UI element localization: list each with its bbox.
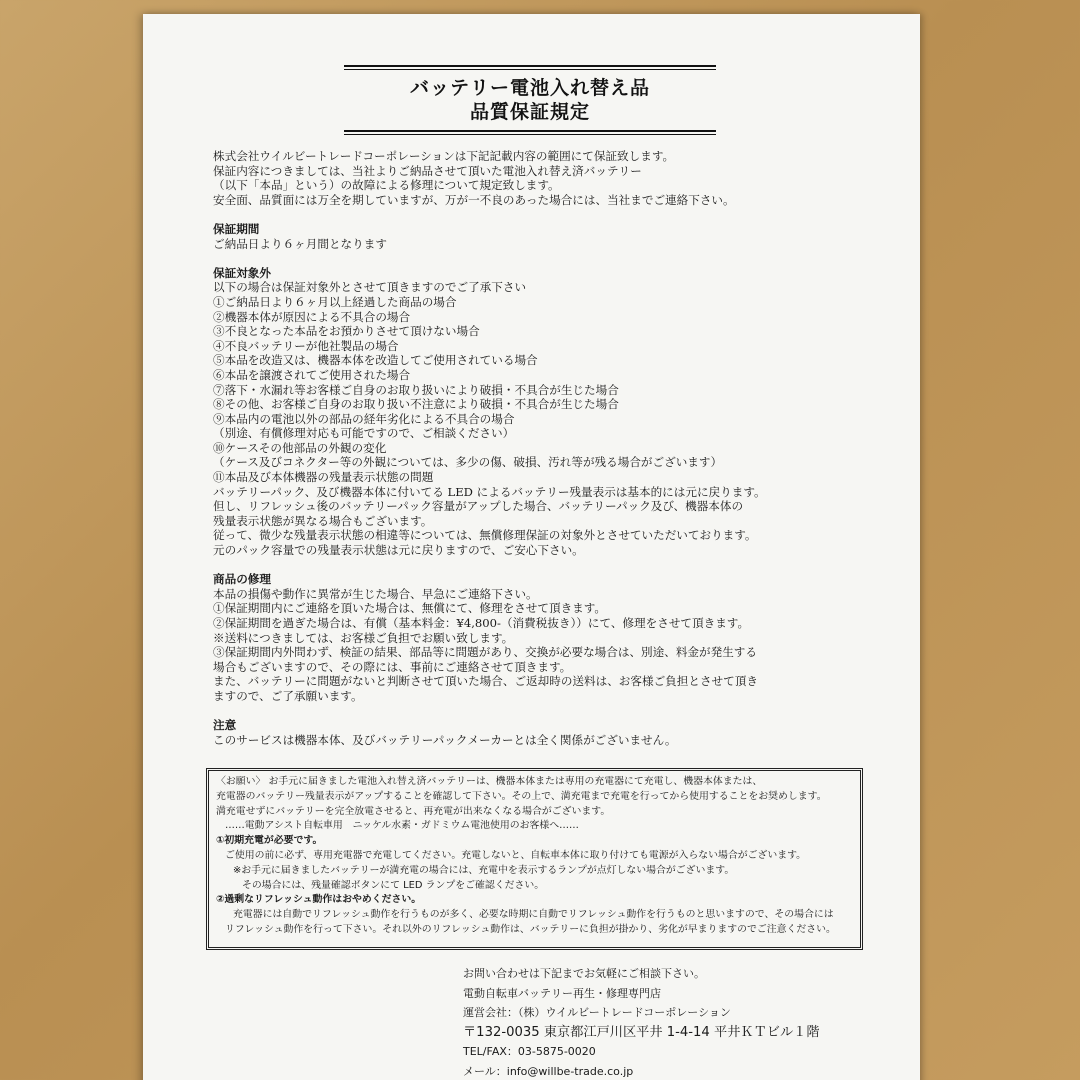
- exclusion-line: ⑥本品を譲渡されてご使用された場合: [213, 367, 411, 382]
- notice-line: その場合には、残量確認ボタンにて LED ランプをご確認ください。: [242, 879, 545, 891]
- exclusion-line: 以下の場合は保証対象外とさせて頂きますのでご了承下さい: [213, 280, 527, 295]
- exclusion-line: 元のパック容量での残量表示状態は元に戻りますので、ご安心下さい。: [213, 543, 584, 558]
- notice-line: ※お手元に届きましたバッテリーが満充電の場合には、充電中を表示するランプが点灯しない場合がございます。: [233, 864, 735, 876]
- request-notice-box: [206, 768, 863, 950]
- notice-line: ご使用の前に必ず、専用充電器で充電してください。充電しないと、自転車本体に取り付けても電源が入らない場合がございます。: [225, 849, 807, 861]
- document-body: [213, 149, 893, 747]
- contact-tel: TEL/FAX：03-5875-0020: [463, 1045, 596, 1059]
- repair-line: また、バッテリーに問題がないと判断させて頂いた場合、ご返却時の送料は、お客様ご負担とさせて頂き: [213, 674, 758, 689]
- notice-line: 充電器には自動でリフレッシュ動作を行うものが多く、必要な時期に自動でリフレッシュ動作を行うものと思いますので、その場合には: [233, 909, 834, 921]
- repair-section: [213, 572, 893, 703]
- period-text: ご納品日より６ヶ月間となります: [213, 236, 387, 251]
- contact-address: 〒132-0035 東京都江戸川区平井 1-4-14 平井ＫＴビル１階: [463, 1024, 820, 1040]
- repair-line: ②保証期間を過ぎた場合は、有償（基本料金：¥4,800-（消費税抜き））にて、修理をさせて頂きます。: [213, 616, 750, 630]
- repair-line: ③保証期間内外問わず、検証の結果、部品等に問題があり、交換が必要な場合は、別途、料金が発生する: [213, 645, 757, 660]
- exclusion-line: 但し、リフレッシュ後のバッテリーパック容量がアップした場合、バッテリーパック及び、機器本体の: [213, 499, 744, 514]
- exclusion-line: ④不良バッテリーが他社製品の場合: [213, 338, 399, 353]
- notice-line: リフレッシュ動作を行って下さい。それ以外のリフレッシュ動作は、バッテリーに負担が掛かり、劣化が早まりますのでご注意ください。: [225, 923, 836, 935]
- contact-block: [463, 964, 903, 1080]
- exclusion-line: ⑧その他、お客様ご自身のお取り扱い不注意により破損・不具合が生じた場合: [213, 397, 619, 412]
- intro-line: （以下「本品」という）の故障による修理について規定致します。: [213, 178, 560, 193]
- notice-line: 満充電せずにバッテリーを完全放電させると、再充電が出来なくなる場合がございます。: [216, 805, 611, 817]
- section-heading: 商品の修理: [213, 572, 271, 587]
- document-title: バッテリー電池入れ替え品: [409, 77, 650, 99]
- exclusion-line: ②機器本体が原因による不具合の場合: [213, 309, 411, 324]
- section-heading: 保証対象外: [213, 265, 271, 280]
- notice-point: ①初期充電が必要です。: [216, 835, 323, 847]
- warranty-sheet: [143, 14, 920, 1080]
- title-bottom-rule: [344, 130, 716, 135]
- exclusion-line: （別途、有償修理対応も可能ですので、ご相談ください）: [213, 426, 515, 441]
- exclusion-line: ⑦落下・水漏れ等お客様ご自身のお取り扱いにより破損・不具合が生じた場合: [213, 382, 619, 397]
- notice-subheading: ……電動アシスト自転車用 ニッケル水素・ガドミウム電池使用のお客様へ……: [225, 820, 579, 832]
- repair-line: 場合もございますので、その際には、事前にご連絡させて頂きます。: [213, 659, 572, 674]
- intro-section: [213, 149, 893, 207]
- intro-line: 安全面、品質面には万全を期していますが、万が一不良のあった場合には、当社までご連絡下さい。: [213, 192, 735, 207]
- caution-section: [213, 718, 893, 747]
- contact-inquiry: お問い合わせは下記までお気軽にご相談下さい。: [463, 967, 705, 980]
- notice-line: 〈お願い〉 お手元に届きました電池入れ替え済バッテリーは、機器本体または専用の充電器にて充電し、機器本体または、: [216, 776, 763, 787]
- exclusion-line: 残量表示状態が異なる場合もございます。: [213, 513, 433, 528]
- repair-line: ※送料につきましては、お客様ご負担でお願い致します。: [213, 630, 514, 645]
- caution-text: このサービスは機器本体、及びバッテリーパックメーカーとは全く関係がございません。: [213, 732, 677, 747]
- repair-line: ますので、ご了承願います。: [213, 688, 363, 703]
- contact-shop: 電動自転車バッテリー再生・修理専門店: [463, 986, 661, 1000]
- intro-line: 保証内容につきましては、当社よりご納品させて頂いた電池入れ替え済バッテリー: [213, 163, 642, 178]
- exclusion-line: ⑨本品内の電池以外の部品の経年劣化による不具合の場合: [213, 411, 515, 426]
- exclusion-line: （ケース及びコネクター等の外観については、多少の傷、破損、汚れ等が残る場合がございます）: [213, 455, 723, 470]
- contact-company: 運営会社：（株）ウイルビートレードコーポレーション: [463, 1006, 731, 1020]
- exclusion-section: [213, 266, 893, 558]
- notice-line: 充電器のバッテリー残量表示がアップすることを確認して下さい。その上で、満充電まで充電を行ってから使用することをお奨めします。: [216, 790, 827, 802]
- exclusion-line: ⑩ケースその他部品の外観の変化: [213, 440, 387, 455]
- title-top-rule: [344, 65, 716, 70]
- exclusion-line: バッテリーパック、及び機器本体に付いてる LED によるバッテリー残量表示は基本的には元に戻ります。: [213, 484, 766, 499]
- exclusion-line: ①ご納品日より６ヶ月以上経過した商品の場合: [213, 294, 457, 309]
- repair-line: 本品の損傷や動作に異常が生じた場合、早急にご連絡下さい。: [213, 586, 538, 601]
- notice-point: ②過剰なリフレッシュ動作はおやめください。: [216, 894, 422, 906]
- document-subtitle: 品質保証規定: [469, 101, 590, 123]
- warranty-period-section: [213, 222, 893, 251]
- exclusion-line: ③不良となった本品をお預かりさせて頂けない場合: [213, 324, 480, 339]
- repair-line: ①保証期間内にご連絡を頂いた場合は、無償にて、修理をさせて頂きます。: [213, 601, 607, 616]
- section-heading: 保証期間: [213, 221, 260, 236]
- section-heading: 注意: [213, 718, 237, 733]
- intro-line: 株式会社ウイルビートレードコーポレーションは下記記載内容の範囲にて保証致します。: [213, 149, 675, 163]
- exclusion-line: ⑪本品及び本体機器の残量表示状態の問題: [213, 470, 434, 485]
- exclusion-line: ⑤本品を改造又は、機器本体を改造してご使用されている場合: [213, 353, 538, 368]
- exclusion-line: 従って、微少な残量表示状態の相違等については、無償修理保証の対象外とさせていただいております。: [213, 528, 757, 543]
- contact-email: メール：info@willbe-trade.co.jp: [463, 1064, 634, 1078]
- document-title-block: [344, 65, 716, 135]
